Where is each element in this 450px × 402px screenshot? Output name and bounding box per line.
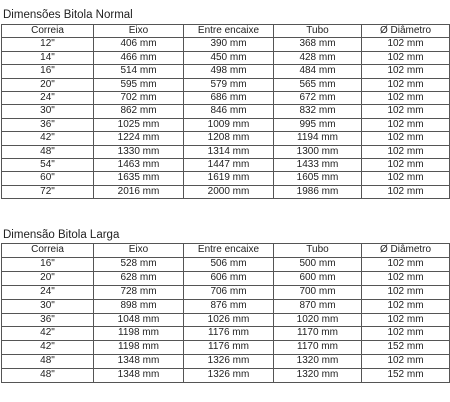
cell-entre-encaixe: 1026 mm	[184, 313, 274, 327]
table-row	[2, 172, 450, 185]
cell-eixo: 1635 mm	[94, 172, 184, 185]
section-title-normal: Dimensões Bitola Normal	[3, 9, 133, 21]
cell-entre-encaixe: 846 mm	[184, 105, 274, 118]
table-row	[2, 105, 450, 118]
cell-correia: 14"	[2, 51, 94, 64]
cell-eixo: 595 mm	[94, 78, 184, 91]
table-row	[2, 299, 450, 313]
cell-tubo: 700 mm	[274, 285, 362, 299]
cell-correia: 20"	[2, 271, 94, 285]
cell-tubo: 1300 mm	[274, 145, 362, 158]
cell-tubo: 368 mm	[274, 38, 362, 51]
table-row	[2, 313, 450, 327]
cell-eixo: 628 mm	[94, 271, 184, 285]
cell-eixo: 1048 mm	[94, 313, 184, 327]
table-row	[2, 78, 450, 91]
cell-tubo: 565 mm	[274, 78, 362, 91]
cell-entre-encaixe: 876 mm	[184, 299, 274, 313]
cell-eixo: 1198 mm	[94, 341, 184, 355]
dimensions-table-larga	[1, 243, 450, 383]
table-row	[2, 327, 450, 341]
cell-tubo: 500 mm	[274, 257, 362, 271]
section-title-larga: Dimensão Bitola Larga	[3, 229, 120, 241]
cell-diametro: 102 mm	[362, 65, 450, 78]
cell-entre-encaixe: 450 mm	[184, 51, 274, 64]
cell-tubo: 1170 mm	[274, 327, 362, 341]
cell-correia: 42"	[2, 132, 94, 145]
cell-correia: 48"	[2, 145, 94, 158]
cell-entre-encaixe: 390 mm	[184, 38, 274, 51]
cell-diametro: 102 mm	[362, 118, 450, 131]
column-header-diametro: Ø Diâmetro	[362, 244, 450, 258]
cell-entre-encaixe: 1326 mm	[184, 369, 274, 383]
cell-eixo: 528 mm	[94, 257, 184, 271]
cell-correia: 54"	[2, 159, 94, 172]
cell-correia: 20"	[2, 78, 94, 91]
cell-tubo: 832 mm	[274, 105, 362, 118]
cell-correia: 16"	[2, 65, 94, 78]
cell-entre-encaixe: 706 mm	[184, 285, 274, 299]
cell-entre-encaixe: 1176 mm	[184, 341, 274, 355]
cell-correia: 24"	[2, 285, 94, 299]
cell-diametro: 102 mm	[362, 145, 450, 158]
cell-tubo: 1320 mm	[274, 369, 362, 383]
table-row	[2, 51, 450, 64]
cell-entre-encaixe: 1208 mm	[184, 132, 274, 145]
table-row	[2, 185, 450, 198]
cell-diametro: 102 mm	[362, 355, 450, 369]
cell-entre-encaixe: 606 mm	[184, 271, 274, 285]
cell-entre-encaixe: 686 mm	[184, 92, 274, 105]
table-row	[2, 65, 450, 78]
table-row	[2, 38, 450, 51]
cell-eixo: 728 mm	[94, 285, 184, 299]
cell-eixo: 1198 mm	[94, 327, 184, 341]
cell-correia: 42"	[2, 341, 94, 355]
table-header-row	[2, 25, 450, 38]
cell-correia: 48"	[2, 369, 94, 383]
cell-diametro: 102 mm	[362, 313, 450, 327]
cell-eixo: 1330 mm	[94, 145, 184, 158]
column-header-entre-encaixe: Entre encaixe	[184, 25, 274, 38]
dimensions-table-normal	[1, 24, 450, 199]
cell-diametro: 102 mm	[362, 92, 450, 105]
column-header-correia: Correia	[2, 244, 94, 258]
cell-entre-encaixe: 579 mm	[184, 78, 274, 91]
cell-diametro: 102 mm	[362, 271, 450, 285]
column-header-eixo: Eixo	[94, 244, 184, 258]
cell-tubo: 1320 mm	[274, 355, 362, 369]
table-row	[2, 145, 450, 158]
cell-tubo: 1986 mm	[274, 185, 362, 198]
cell-eixo: 702 mm	[94, 92, 184, 105]
cell-diametro: 102 mm	[362, 38, 450, 51]
cell-diametro: 102 mm	[362, 257, 450, 271]
cell-eixo: 1463 mm	[94, 159, 184, 172]
cell-eixo: 1224 mm	[94, 132, 184, 145]
cell-entre-encaixe: 2000 mm	[184, 185, 274, 198]
cell-correia: 36"	[2, 118, 94, 131]
cell-eixo: 2016 mm	[94, 185, 184, 198]
table-row	[2, 159, 450, 172]
cell-tubo: 1020 mm	[274, 313, 362, 327]
table-row	[2, 257, 450, 271]
cell-diametro: 102 mm	[362, 105, 450, 118]
cell-tubo: 1170 mm	[274, 341, 362, 355]
cell-eixo: 1348 mm	[94, 369, 184, 383]
cell-correia: 24"	[2, 92, 94, 105]
cell-entre-encaixe: 1619 mm	[184, 172, 274, 185]
cell-correia: 60"	[2, 172, 94, 185]
column-header-entre-encaixe: Entre encaixe	[184, 244, 274, 258]
cell-tubo: 672 mm	[274, 92, 362, 105]
cell-tubo: 484 mm	[274, 65, 362, 78]
column-header-diametro: Ø Diâmetro	[362, 25, 450, 38]
cell-entre-encaixe: 498 mm	[184, 65, 274, 78]
cell-diametro: 102 mm	[362, 172, 450, 185]
cell-entre-encaixe: 1009 mm	[184, 118, 274, 131]
cell-tubo: 995 mm	[274, 118, 362, 131]
cell-eixo: 514 mm	[94, 65, 184, 78]
table-row	[2, 341, 450, 355]
cell-correia: 48"	[2, 355, 94, 369]
column-header-eixo: Eixo	[94, 25, 184, 38]
cell-eixo: 466 mm	[94, 51, 184, 64]
cell-diametro: 102 mm	[362, 285, 450, 299]
cell-eixo: 406 mm	[94, 38, 184, 51]
cell-eixo: 1025 mm	[94, 118, 184, 131]
cell-tubo: 1605 mm	[274, 172, 362, 185]
table-row	[2, 285, 450, 299]
cell-entre-encaixe: 1447 mm	[184, 159, 274, 172]
table-header-row	[2, 244, 450, 258]
cell-tubo: 600 mm	[274, 271, 362, 285]
cell-entre-encaixe: 1326 mm	[184, 355, 274, 369]
cell-eixo: 862 mm	[94, 105, 184, 118]
table-row	[2, 118, 450, 131]
table-row	[2, 369, 450, 383]
cell-entre-encaixe: 1176 mm	[184, 327, 274, 341]
cell-tubo: 1433 mm	[274, 159, 362, 172]
cell-diametro: 152 mm	[362, 341, 450, 355]
cell-diametro: 102 mm	[362, 185, 450, 198]
cell-diametro: 102 mm	[362, 159, 450, 172]
column-header-tubo: Tubo	[274, 244, 362, 258]
cell-diametro: 102 mm	[362, 51, 450, 64]
cell-tubo: 1194 mm	[274, 132, 362, 145]
cell-tubo: 428 mm	[274, 51, 362, 64]
cell-correia: 36"	[2, 313, 94, 327]
column-header-tubo: Tubo	[274, 25, 362, 38]
cell-correia: 30"	[2, 299, 94, 313]
cell-correia: 30"	[2, 105, 94, 118]
table-row	[2, 132, 450, 145]
cell-eixo: 898 mm	[94, 299, 184, 313]
cell-correia: 42"	[2, 327, 94, 341]
cell-correia: 72"	[2, 185, 94, 198]
cell-diametro: 152 mm	[362, 369, 450, 383]
table-row	[2, 92, 450, 105]
table-row	[2, 271, 450, 285]
cell-correia: 12"	[2, 38, 94, 51]
cell-correia: 16"	[2, 257, 94, 271]
cell-entre-encaixe: 506 mm	[184, 257, 274, 271]
cell-diametro: 102 mm	[362, 78, 450, 91]
cell-diametro: 102 mm	[362, 327, 450, 341]
column-header-correia: Correia	[2, 25, 94, 38]
cell-diametro: 102 mm	[362, 132, 450, 145]
cell-eixo: 1348 mm	[94, 355, 184, 369]
cell-diametro: 102 mm	[362, 299, 450, 313]
cell-entre-encaixe: 1314 mm	[184, 145, 274, 158]
cell-tubo: 870 mm	[274, 299, 362, 313]
table-row	[2, 355, 450, 369]
